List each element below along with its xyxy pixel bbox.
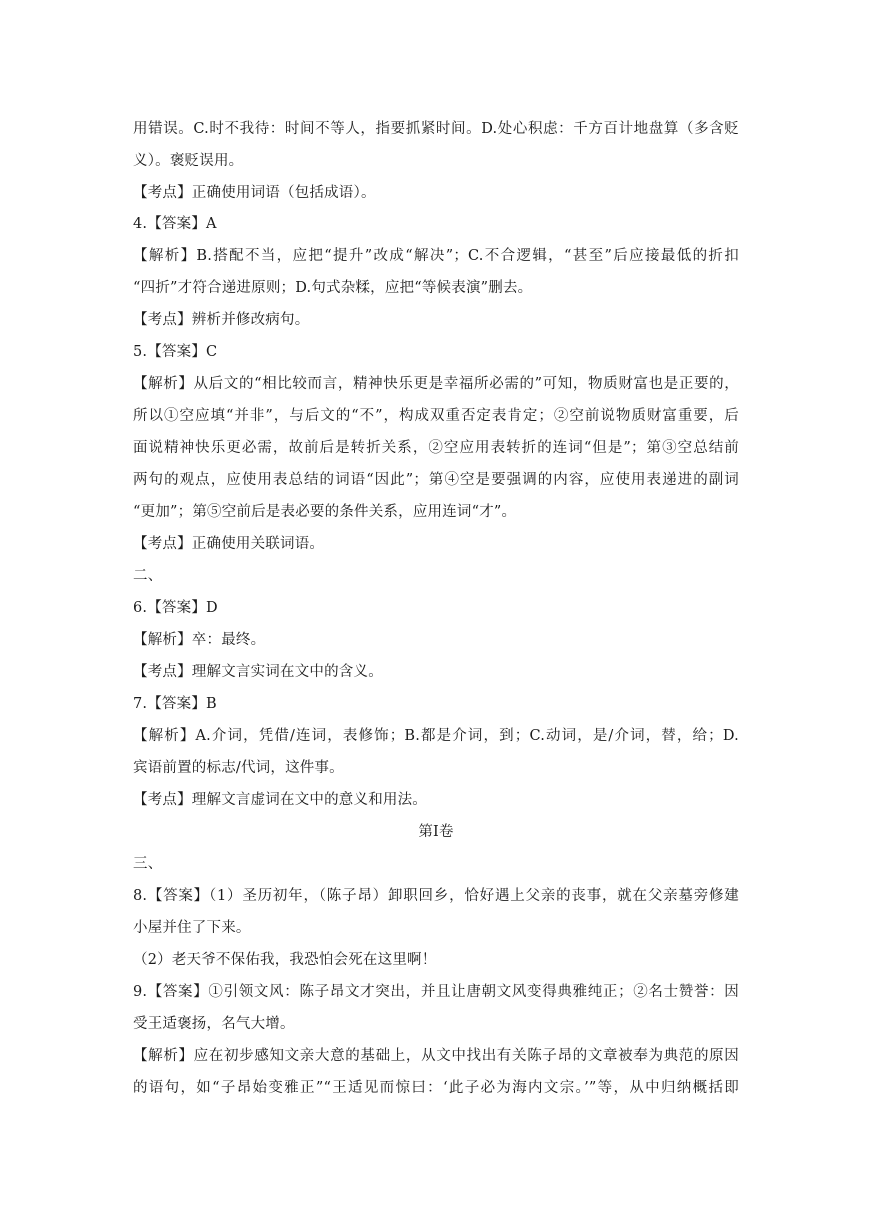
text-line: 8.【答案】（1）圣历初年，（陈子昂）卸职回乡，恰好遇上父亲的丧事，就在父亲墓旁修建	[133, 888, 739, 904]
text-line: （2）老天爷不保佑我，我恐怕会死在这里啊！	[133, 952, 437, 968]
text-line: 义）。褒贬误用。	[133, 153, 244, 169]
text-line: 受王适褒扬，名气大增。	[133, 1016, 295, 1032]
text-line: 6.【答案】D	[133, 600, 218, 616]
text-line: 【考点】正确使用关联词语。	[133, 536, 325, 552]
text-line: 【考点】辨析并修改病句。	[133, 312, 310, 328]
text-line: 【解析】A.介词，凭借/连词，表修饰；B.都是介词，到；C.动词，是/介词，替，给；D.	[133, 728, 739, 744]
text-line: 【考点】理解文言实词在文中的含义。	[133, 664, 383, 680]
section-heading: 三、	[133, 856, 163, 872]
text-line: 7.【答案】B	[133, 696, 217, 712]
text-line: 两句的观点，应使用表总结的词语“因此”；第④空是要强调的内容，应使用表递进的副词	[133, 472, 739, 488]
text-line: 【解析】卒：最终。	[133, 632, 266, 648]
text-line: 【解析】从后文的“相比较而言，精神快乐更是幸福所必需的”可知，物质财富也是正要的，	[133, 376, 739, 392]
text-line: 【考点】正确使用词语（包括成语）。	[133, 185, 376, 201]
text-line: 9.【答案】①引领文风：陈子昂文才突出，并且让唐朝文风变得典雅纯正；②名士赞誉：因	[133, 984, 739, 1000]
text-line: 所以①空应填“并非”，与后文的“不”，构成双重否定表肯定；②空前说物质财富重要，后	[133, 408, 739, 424]
text-line: 4.【答案】A	[133, 216, 217, 232]
text-line: 宾语前置的标志/代词，这件事。	[133, 760, 344, 776]
text-line: “更加”；第⑤空前后是表必要的条件关系，应用连词“才”。	[133, 504, 517, 520]
text-line: 【解析】B.搭配不当，应把“提升”改成“解决”；C.不合逻辑，“甚至”后应接最低的折扣	[133, 248, 739, 264]
text-line: 小屋并住了下来。	[133, 920, 251, 936]
section-heading: 二、	[133, 568, 163, 584]
text-line: 5.【答案】C	[133, 344, 218, 360]
text-line: “四折”才符合递进原则；D.句式杂糅，应把“等候表演”删去。	[133, 280, 533, 296]
text-line: 【解析】应在初步感知文亲大意的基础上，从文中找出有关陈子昂的文章被奉为典范的原因	[133, 1048, 739, 1064]
text-line: 面说精神快乐更必需，故前后是转折关系，②空应用表转折的连词“但是”；第③空总结前	[133, 440, 739, 456]
text-line: 的语句，如“子昂始变雅正”“王适见而惊曰：‘此子必为海内文宗。’”等，从中归纳概括即	[133, 1080, 739, 1096]
text-line: 用错误。C.时不我待：时间不等人，指要抓紧时间。D.处心积虑：千方百计地盘算（多含贬	[133, 121, 739, 137]
volume-heading: 第Ⅰ卷	[418, 824, 454, 840]
text-line: 【考点】理解文言虚词在文中的意义和用法。	[133, 792, 427, 808]
